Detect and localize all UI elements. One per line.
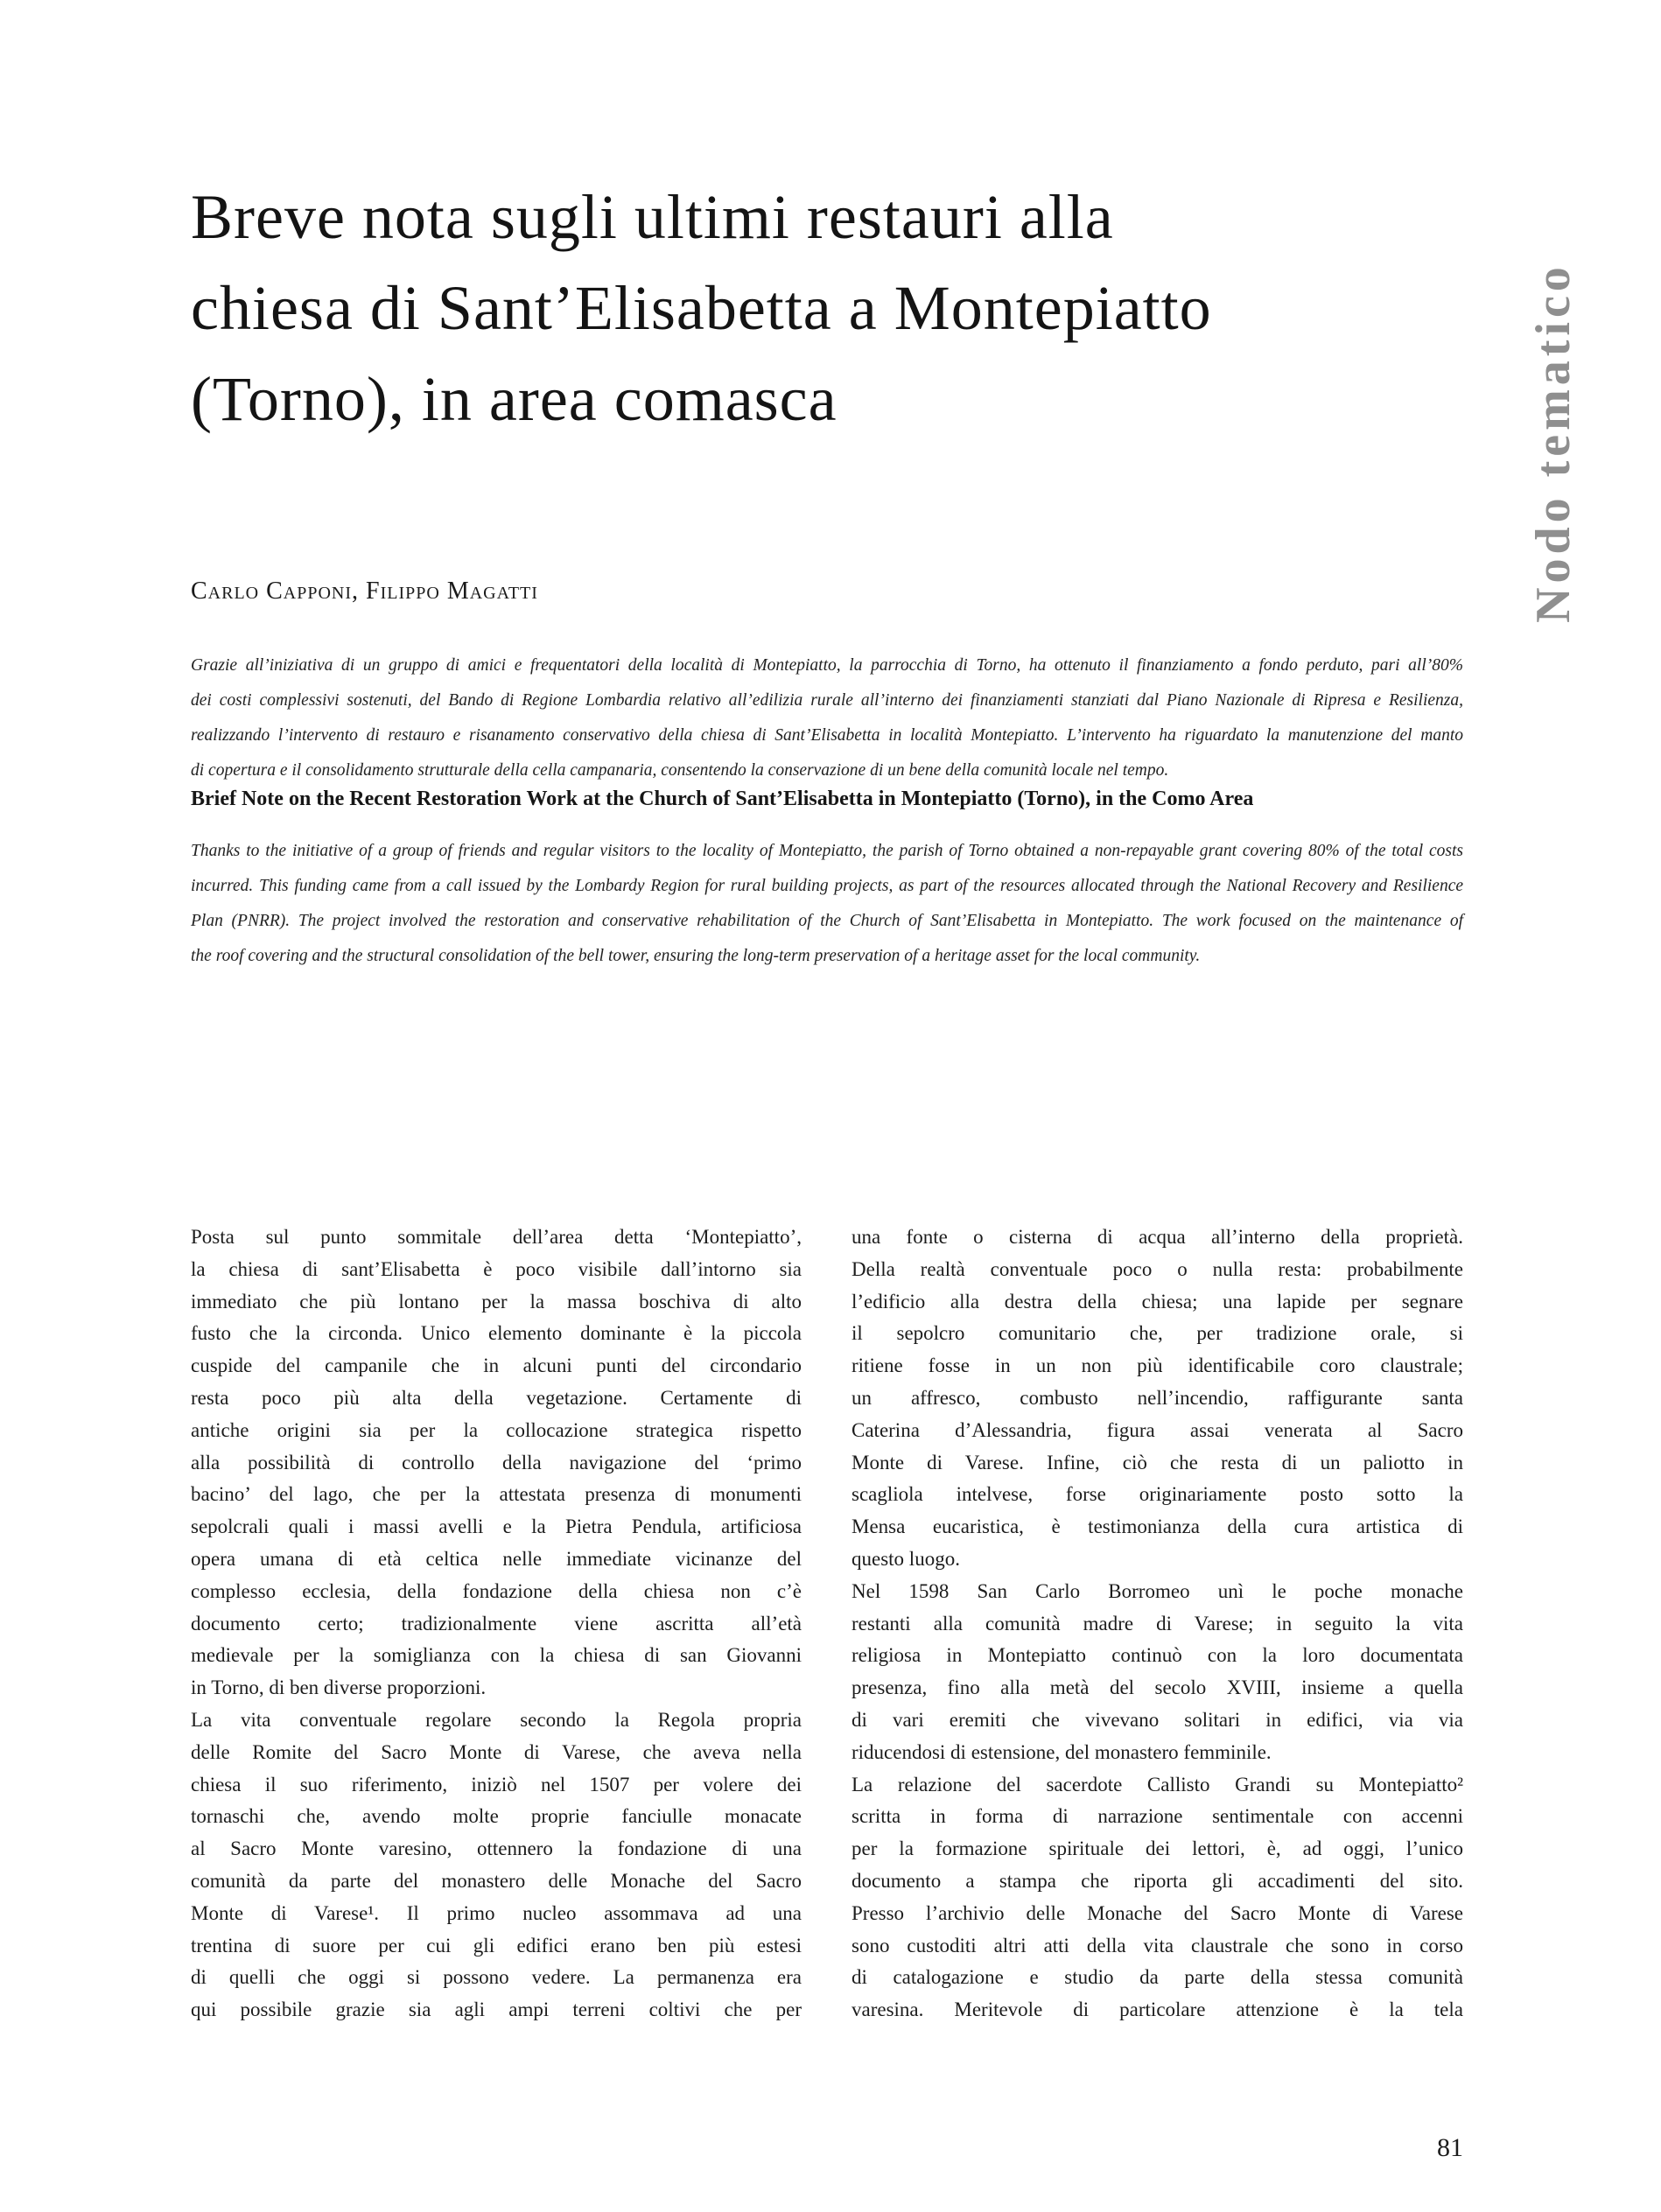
text-line: qui possibile grazie sia agli ampi terreni coltivi che per — [191, 1998, 802, 2021]
text-line: al Sacro Monte varesino, ottennero la fondazione di una — [191, 1838, 802, 1860]
text-line: l’edificio alla destra della chiesa; una lapide per segnare — [852, 1290, 1463, 1312]
text-line: Posta sul punto sommitale dell’area detta ‘Montepiatto’, — [191, 1226, 802, 1248]
body-column-left — [191, 1222, 802, 2026]
abstract-italian — [191, 648, 1463, 788]
article-title — [191, 172, 1486, 444]
text-line: bacino’ del lago, che per la attestata presenza di monumenti — [191, 1483, 802, 1506]
text-line: the roof covering and the structural consolidation of the bell tower, ensuring the long-term preservation of a heritage asset for the local community. — [191, 947, 1201, 965]
paragraph — [852, 1576, 1463, 1769]
text-line: complesso ecclesia, della fondazione della chiesa non c’è — [191, 1579, 802, 1602]
text-line: varesina. Meritevole di particolare attenzione è la tela — [852, 1998, 1463, 2021]
title-line-1: Breve nota sugli ultimi restauri alla — [191, 182, 1114, 252]
text-line: in Torno, di ben diverse proporzioni. — [191, 1676, 487, 1699]
text-line: Nel 1598 San Carlo Borromeo unì le poche monache — [852, 1579, 1463, 1602]
text-line: restanti alla comunità madre di Varese; in seguito la vita — [852, 1612, 1463, 1634]
text-line: chiesa il suo riferimento, iniziò nel 1507 per volere dei — [191, 1773, 802, 1796]
text-line: scritta in forma di narrazione sentimentale con accenni — [852, 1805, 1463, 1828]
text-line: un affresco, combusto nell’incendio, raffigurante santa — [852, 1386, 1463, 1409]
title-line-2: chiesa di Sant’Elisabetta a Montepiatto — [191, 273, 1212, 343]
text-line: la chiesa di sant’Elisabetta è poco visibile dall’intorno sia — [191, 1257, 802, 1280]
section-side-label: Nodo tematico — [1526, 262, 1580, 623]
text-line: di catalogazione e studio da parte della stessa comunità — [852, 1966, 1463, 1989]
page-number: 81 — [1437, 2133, 1463, 2162]
text-line: ritiene fosse in un non più identificabile coro claustrale; — [852, 1354, 1463, 1377]
text-line: incurred. This funding came from a call issued by the Lombardy Region for rural building projects, as part of the resources allocated through the National Recovery and Resilience — [191, 877, 1463, 895]
text-line: realizzando l’intervento di restauro e risanamento conservativo della chiesa di Sant’Elisabetta in località Montepiatto. L’intervento ha riguardato la manutenzione del manto — [191, 726, 1463, 745]
text-line: sono custoditi altri atti della vita claustrale che sono in corso — [852, 1934, 1463, 1956]
text-line: scagliola intelvese, forse originariamente posto sotto la — [852, 1483, 1463, 1506]
text-line: Grazie all’iniziativa di un gruppo di amici e frequentatori della località di Montepiatto, la parrocchia di Torno, ha ottenuto il finanziamento a fondo perduto, pari all’80% — [191, 656, 1463, 675]
text-line: questo luogo. — [852, 1547, 960, 1570]
text-line: medievale per la somiglianza con la chiesa di san Giovanni — [191, 1644, 802, 1667]
abstract-english — [191, 834, 1463, 974]
text-line: tornaschi che, avendo molte proprie fanciulle monacate — [191, 1805, 802, 1828]
text-line: sepolcrali quali i massi avelli e la Pietra Pendula, artificiosa — [191, 1516, 802, 1538]
text-line: antiche origini sia per la collocazione strategica rispetto — [191, 1418, 802, 1441]
text-line: dei costi complessivi sostenuti, del Bando di Regione Lombardia relativo all’edilizia rurale all’interno dei finanziamenti stanziati dal Piano Nazionale di Ripresa e Resilienza, — [191, 691, 1463, 710]
text-line: La relazione del sacerdote Callisto Grandi su Montepiatto² — [852, 1773, 1463, 1796]
text-line: religiosa in Montepiatto continuò con la loro documentata — [852, 1644, 1463, 1667]
text-line: Plan (PNRR). The project involved the restoration and conservative rehabilitation of the Church of Sant’Elisabetta in Montepiatto. The work focused on the maintenance of — [191, 912, 1463, 930]
text-line: di quelli che oggi si possono vedere. La permanenza era — [191, 1966, 802, 1989]
text-line: una fonte o cisterna di acqua all’interno della proprietà. — [852, 1226, 1463, 1248]
text-line: di vari eremiti che vivevano solitari in edifici, via via — [852, 1708, 1463, 1731]
text-line: immediato che più lontano per la massa boschiva di alto — [191, 1290, 802, 1312]
text-line: di copertura e il consolidamento strutturale della cella campanaria, consentendo la conservazione di un bene della comunità locale nel tempo. — [191, 761, 1169, 780]
paragraph — [191, 1222, 802, 1704]
text-line: documento certo; tradizionalmente viene ascritta all’età — [191, 1612, 802, 1634]
text-line: delle Romite del Sacro Monte di Varese, che aveva nella — [191, 1740, 802, 1763]
text-line: cuspide del campanile che in alcuni punti del circondario — [191, 1354, 802, 1377]
body-column-right — [852, 1222, 1463, 2026]
english-title-heading: Brief Note on the Recent Restoration Work at the Church of Sant’Elisabetta in Montepiatto (Torno), in the Como Area — [191, 788, 1254, 810]
text-line: trentina di suore per cui gli edifici erano ben più estesi — [191, 1934, 802, 1956]
paragraph — [852, 1769, 1463, 2026]
text-line: fusto che la circonda. Unico elemento dominante è la piccola — [191, 1322, 802, 1345]
text-line: comunità da parte del monastero delle Monache del Sacro — [191, 1869, 802, 1892]
text-line: il sepolcro comunitario che, per tradizione orale, si — [852, 1322, 1463, 1345]
paragraph — [191, 1704, 802, 2026]
text-line: alla possibilità di controllo della navigazione del ‘primo — [191, 1451, 802, 1474]
text-line: Caterina d’Alessandria, figura assai venerata al Sacro — [852, 1418, 1463, 1441]
authors-line: Carlo Capponi, Filippo Magatti — [191, 578, 538, 605]
text-line: opera umana di età celtica nelle immediate vicinanze del — [191, 1547, 802, 1570]
text-line: Thanks to the initiative of a group of friends and regular visitors to the locality of Montepiatto, the parish of Torno obtained a non-repayable grant covering 80% of the total costs — [191, 842, 1463, 860]
title-line-3: (Torno), in area comasca — [191, 364, 838, 434]
text-line: Mensa eucaristica, è testimonianza della cura artistica di — [852, 1516, 1463, 1538]
text-line: documento a stampa che riporta gli accadimenti del sito. — [852, 1869, 1463, 1892]
paragraph — [191, 648, 1463, 788]
text-line: Monte di Varese¹. Il primo nucleo assommava ad una — [191, 1901, 802, 1924]
text-line: riducendosi di estensione, del monastero femminile. — [852, 1740, 1272, 1763]
text-line: resta poco più alta della vegetazione. Certamente di — [191, 1386, 802, 1409]
paragraph — [191, 834, 1463, 974]
text-line: per la formazione spirituale dei lettori, è, ad oggi, l’unico — [852, 1838, 1463, 1860]
text-line: Presso l’archivio delle Monache del Sacro Monte di Varese — [852, 1901, 1463, 1924]
text-line: Della realtà conventuale poco o nulla resta: probabilmente — [852, 1257, 1463, 1280]
text-line: La vita conventuale regolare secondo la Regola propria — [191, 1708, 802, 1731]
text-line: presenza, fino alla metà del secolo XVIII, insieme a quella — [852, 1676, 1463, 1699]
paragraph — [852, 1222, 1463, 1576]
text-line: Monte di Varese. Infine, ciò che resta di un paliotto in — [852, 1451, 1463, 1474]
